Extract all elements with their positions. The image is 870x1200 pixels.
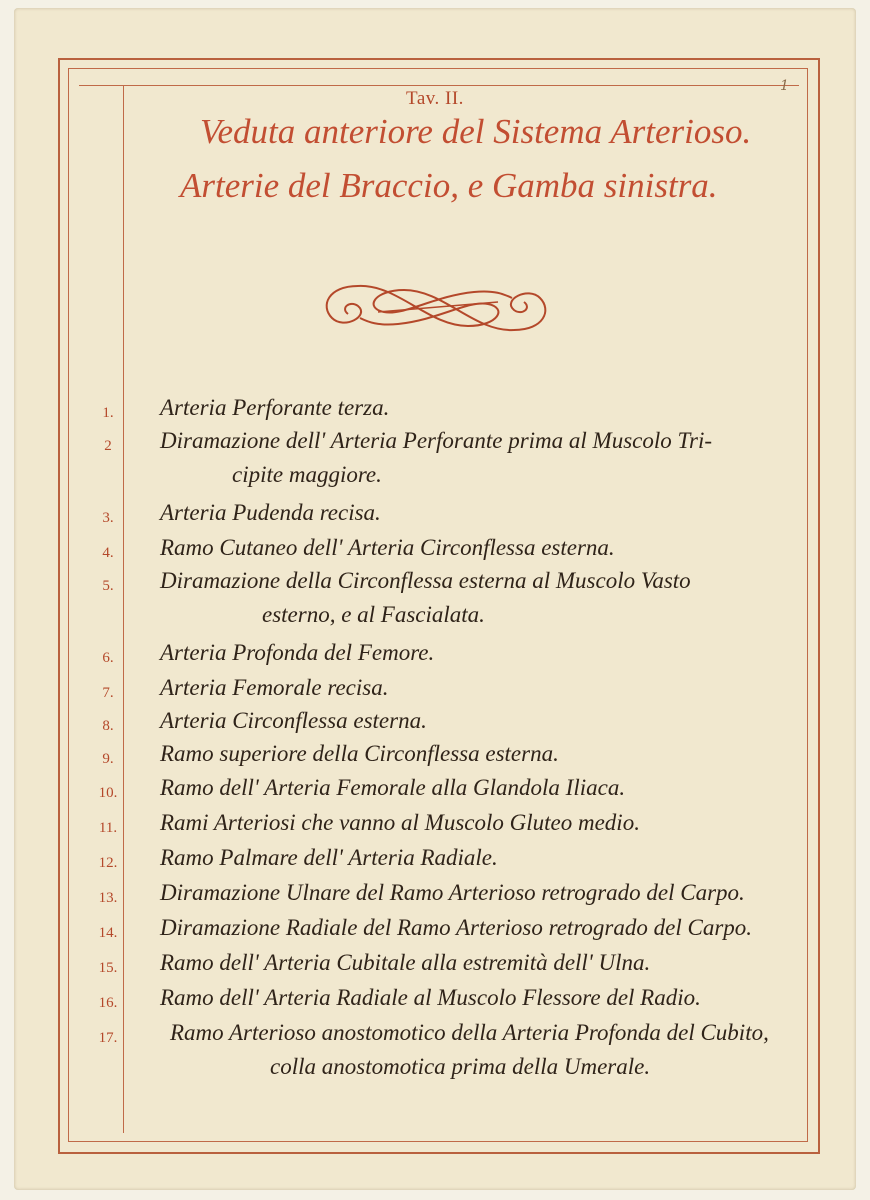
list-item [0,395,870,431]
plate-label: Tav. II. [406,88,464,109]
item-text: Ramo superiore della Circonflessa esterna. [160,741,559,766]
list-item [0,810,870,846]
item-number: 12. [98,855,118,871]
item-text: Arteria Femorale recisa. [160,675,389,700]
item-number: 7. [102,685,114,701]
item-number: 6. [102,650,114,666]
item-text: Ramo dell' Arteria Cubitale alla estremità dell' Ulna. [160,950,651,975]
list-item [0,741,870,777]
item-text-continuation: esterno, e al Fascialata. [262,602,485,627]
item-text: Ramo Cutaneo dell' Arteria Circonflessa esterna. [160,535,615,560]
item-text: Ramo dell' Arteria Radiale al Muscolo Flessore del Radio. [160,985,701,1010]
list-item [0,775,870,811]
title-line-2: Arterie del Braccio, e Gamba sinistra. [180,166,718,205]
list-item [0,1020,870,1079]
item-text: Diramazione dell' Arteria Perforante prima al Muscolo Tri- [160,428,713,453]
item-number: 5. [102,578,114,594]
item-number: 11. [98,820,118,836]
item-number: 1. [102,405,114,421]
list-item [0,880,870,916]
item-text: Rami Arteriosi che vanno al Muscolo Gluteo medio. [160,810,640,835]
list-item [0,675,870,711]
plate-number: 1 [780,78,789,94]
item-text-continuation: colla anostomotica prima della Umerale. [270,1054,651,1079]
item-text: Arteria Profonda del Femore. [160,640,435,665]
item-number: 8. [102,718,114,734]
list-item [0,845,870,881]
item-number: 14. [98,925,118,941]
item-number: 3. [102,510,114,526]
item-text: Ramo Palmare dell' Arteria Radiale. [160,845,498,870]
list-item [0,985,870,1021]
header-rule [79,85,799,86]
item-number: 9. [102,751,114,767]
list-item [0,535,870,571]
item-text: Diramazione Ulnare del Ramo Arterioso retrogrado del Carpo. [160,880,745,905]
item-text: Arteria Circonflessa esterna. [160,708,427,733]
item-number: 16. [98,995,118,1011]
item-number: 4. [102,545,114,561]
item-number: 13. [98,890,118,906]
item-text: Ramo Arterioso anostomotico della Arteria Profonda del Cubito, [170,1020,769,1045]
item-text: Arteria Pudenda recisa. [160,500,381,525]
list-item [0,950,870,986]
list-item [0,640,870,676]
item-text: Ramo dell' Arteria Femorale alla Glandola Iliaca. [160,775,626,800]
list-item [0,915,870,951]
item-text-continuation: cipite maggiore. [232,462,382,487]
list-item [0,708,870,744]
item-number: 10. [98,785,118,801]
list-item [0,500,870,536]
item-number: 2 [104,438,112,454]
list-item [0,568,870,627]
title-line-1: Veduta anteriore del Sistema Arterioso. [200,112,752,151]
item-text: Diramazione della Circonflessa esterna al Muscolo Vasto [160,568,691,593]
calligraphic-flourish [318,276,554,340]
item-number: 17. [98,1030,118,1046]
list-item [0,428,870,487]
item-text: Diramazione Radiale del Ramo Arterioso retrogrado del Carpo. [160,915,753,940]
item-number: 15. [98,960,118,976]
item-text: Arteria Perforante terza. [160,395,390,420]
